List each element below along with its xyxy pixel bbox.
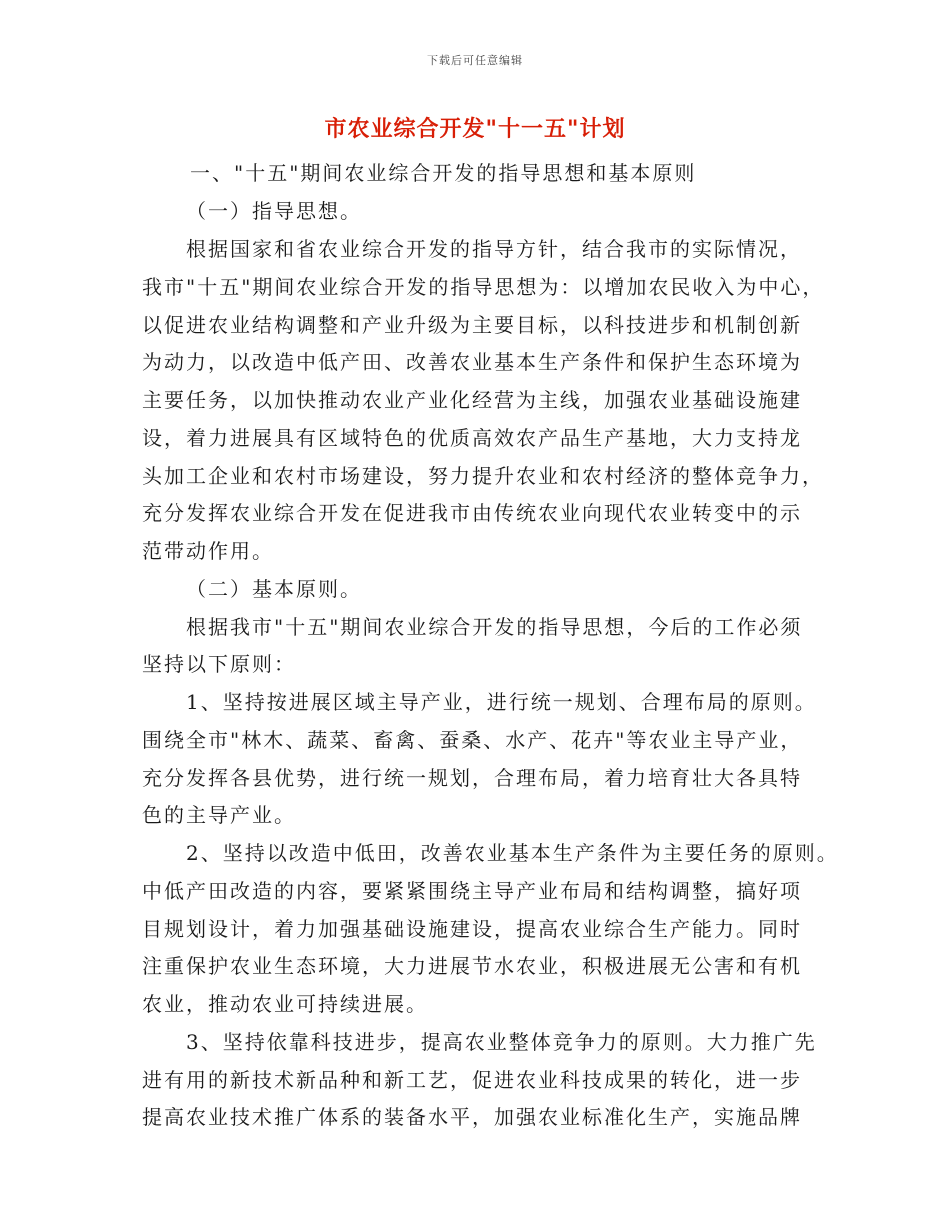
paragraph-line: 围绕全市"林木、蔬菜、畜禽、蚕桑、水产、花卉"等农业主导产业， bbox=[142, 728, 803, 752]
principle-item-1: 1、坚持按进展区域主导产业，进行统一规划、合理布局的原则。 bbox=[186, 690, 817, 714]
paragraph-line: 坚持以下原则： bbox=[142, 652, 296, 676]
paragraph-line: 色的主导产业。 bbox=[142, 803, 296, 827]
document-title: 市农业综合开发"十一五"计划 bbox=[324, 116, 626, 142]
subsection-heading-basic-principles: （二）基本原则。 bbox=[186, 577, 362, 601]
paragraph-line: 农业，推动农业可持续进展。 bbox=[142, 992, 428, 1016]
paragraph-line: 根据我市"十五"期间农业综合开发的指导思想，今后的工作必须 bbox=[186, 615, 803, 639]
paragraph-line: 目规划设计，着力加强基础设施建设，提高农业综合生产能力。同时 bbox=[142, 917, 802, 941]
paragraph-line: 为动力，以改造中低产田、改善农业基本生产条件和保护生态环境为 bbox=[142, 350, 802, 374]
paragraph-line: 设，着力进展具有区域特色的优质高效农产品生产基地，大力支持龙 bbox=[142, 426, 802, 450]
principle-item-2: 2、坚持以改造中低田，改善农业基本生产条件为主要任务的原则。 bbox=[186, 841, 839, 865]
paragraph-line: 根据国家和省农业综合开发的指导方针，结合我市的实际情况， bbox=[186, 237, 802, 261]
header-note: 下载后可任意编辑 bbox=[427, 54, 523, 67]
paragraph-line: 以促进农业结构调整和产业升级为主要目标，以科技进步和机制创新 bbox=[142, 313, 802, 337]
paragraph-line: 中低产田改造的内容，要紧紧围绕主导产业布局和结构调整，搞好项 bbox=[142, 879, 802, 903]
principle-item-3: 3、坚持依靠科技进步，提高农业整体竞争力的原则。大力推广先 bbox=[186, 1030, 817, 1054]
paragraph-line: 主要任务，以加快推动农业产业化经营为主线，加强农业基础设施建 bbox=[142, 388, 802, 412]
paragraph-line: 提高农业技术推广体系的装备水平，加强农业标准化生产，实施品牌 bbox=[142, 1105, 802, 1129]
paragraph-line: 充分发挥农业综合开发在促进我市由传统农业向现代农业转变中的示 bbox=[142, 501, 802, 525]
paragraph-line: 进有用的新技术新品种和新工艺，促进农业科技成果的转化，进一步 bbox=[142, 1068, 802, 1092]
paragraph-line: 充分发挥各县优势，进行统一规划，合理布局，着力培育壮大各具特 bbox=[142, 766, 802, 790]
subsection-heading-guiding-ideology: （一）指导思想。 bbox=[186, 199, 362, 223]
paragraph-line: 范带动作用。 bbox=[142, 539, 274, 563]
paragraph-line: 头加工企业和农村市场建设，努力提升农业和农村经济的整体竞争力， bbox=[142, 464, 824, 488]
section-heading-1: 一、"十五"期间农业综合开发的指导思想和基本原则 bbox=[190, 161, 697, 185]
paragraph-line: 我市"十五"期间农业综合开发的指导思想为：以增加农民收入为中心， bbox=[142, 275, 825, 299]
paragraph-line: 注重保护农业生态环境，大力进展节水农业，积极进展无公害和有机 bbox=[142, 954, 802, 978]
